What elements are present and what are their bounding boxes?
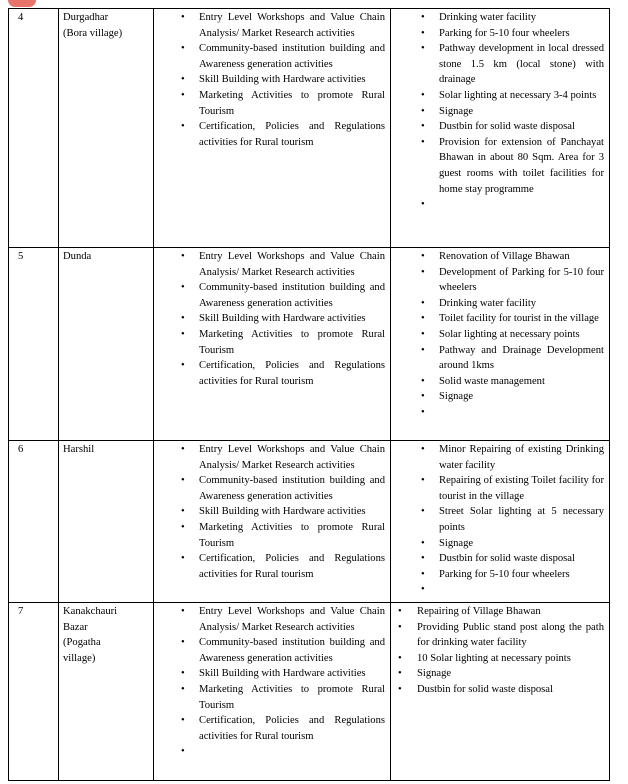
list-item: • Solar lighting at necessary points bbox=[394, 327, 606, 343]
table-row bbox=[9, 441, 610, 603]
empty-list-item bbox=[394, 405, 606, 421]
activities-cell bbox=[154, 441, 391, 603]
list-item: • Parking for 5-10 four wheelers bbox=[394, 26, 606, 42]
empty-list-item bbox=[394, 582, 606, 598]
list-item: • Development of Parking for 5-10 four wheelers bbox=[394, 265, 606, 296]
list-item: • Providing Public stand post along the path for drinking water facility bbox=[394, 620, 606, 651]
list-item: • Pathway and Drainage Development around 1kms bbox=[394, 343, 606, 374]
activities-cell bbox=[154, 603, 391, 781]
serial-number-cell: 7 bbox=[9, 603, 59, 781]
activities-list bbox=[157, 10, 387, 150]
list-item: • Entry Level Workshops and Value Chain Analysis/ Market Research activities bbox=[157, 442, 387, 473]
list-item: • Community-based institution building and Awareness generation activities bbox=[157, 41, 387, 72]
list-item: • Signage bbox=[394, 104, 606, 120]
list-item: • Dustbin for solid waste disposal bbox=[394, 119, 606, 135]
list-item: • Dustbin for solid waste disposal bbox=[394, 551, 606, 567]
village-name-cell bbox=[59, 248, 154, 441]
serial-number-cell: 5 bbox=[9, 248, 59, 441]
activities-cell bbox=[154, 9, 391, 248]
list-item: • Parking for 5-10 four wheelers bbox=[394, 567, 606, 583]
list-item: • Minor Repairing of existing Drinking water facility bbox=[394, 442, 606, 473]
table-row bbox=[9, 9, 610, 248]
list-item: • Marketing Activities to promote Rural Tourism bbox=[157, 88, 387, 119]
list-item: • Signage bbox=[394, 389, 606, 405]
list-item: • Signage bbox=[394, 666, 606, 682]
activities-cell bbox=[154, 248, 391, 441]
empty-list-item bbox=[157, 744, 387, 760]
infrastructure-cell bbox=[391, 603, 610, 781]
infrastructure-list bbox=[394, 604, 606, 698]
decorative-corner-mark bbox=[8, 0, 36, 7]
list-item: • 10 Solar lighting at necessary points bbox=[394, 651, 606, 667]
infrastructure-cell bbox=[391, 9, 610, 248]
list-item: • Repairing of existing Toilet facility for tourist in the village bbox=[394, 473, 606, 504]
list-item: • Community-based institution building and Awareness generation activities bbox=[157, 280, 387, 311]
list-item: • Certification, Policies and Regulations activities for Rural tourism bbox=[157, 713, 387, 744]
list-item: • Marketing Activities to promote Rural Tourism bbox=[157, 327, 387, 358]
serial-number-cell: 6 bbox=[9, 441, 59, 603]
list-item: • Dustbin for solid waste disposal bbox=[394, 682, 606, 698]
list-item: • Street Solar lighting at 5 necessary points bbox=[394, 504, 606, 535]
village-name-line: (Pogatha bbox=[63, 637, 101, 649]
list-item: • Skill Building with Hardware activities bbox=[157, 311, 387, 327]
activities-list bbox=[157, 604, 387, 760]
list-item: • Community-based institution building and Awareness generation activities bbox=[157, 473, 387, 504]
village-name-line: Kanakchauri bbox=[63, 606, 118, 617]
village-name-line: (Bora village) bbox=[63, 27, 123, 39]
serial-number-cell: 4 bbox=[9, 9, 59, 248]
village-name-line: Dunda bbox=[63, 251, 92, 262]
list-item: • Skill Building with Hardware activities bbox=[157, 504, 387, 520]
village-name-cell bbox=[59, 603, 154, 781]
list-item: • Renovation of Village Bhawan bbox=[394, 249, 606, 265]
list-item: • Drinking water facility bbox=[394, 10, 606, 26]
list-item: • Community-based institution building and Awareness generation activities bbox=[157, 635, 387, 666]
list-item: • Skill Building with Hardware activities bbox=[157, 72, 387, 88]
list-item: • Signage bbox=[394, 536, 606, 552]
list-item: • Entry Level Workshops and Value Chain Analysis/ Market Research activities bbox=[157, 249, 387, 280]
list-item: • Certification, Policies and Regulations activities for Rural tourism bbox=[157, 358, 387, 389]
activities-list bbox=[157, 442, 387, 582]
table-row bbox=[9, 603, 610, 781]
list-item: • Entry Level Workshops and Value Chain Analysis/ Market Research activities bbox=[157, 604, 387, 635]
list-item: • Marketing Activities to promote Rural Tourism bbox=[157, 520, 387, 551]
list-item: • Entry Level Workshops and Value Chain Analysis/ Market Research activities bbox=[157, 10, 387, 41]
list-item: • Solid waste management bbox=[394, 374, 606, 390]
village-name-line: Bazar bbox=[63, 621, 88, 633]
activities-list bbox=[157, 249, 387, 389]
empty-list-item bbox=[394, 197, 606, 213]
list-item: • Provision for extension of Panchayat Bhawan in about 80 Sqm. Area for 3 guest rooms with toilet facilities for home stay programme bbox=[394, 135, 606, 197]
list-item: • Repairing of Village Bhawan bbox=[394, 604, 606, 620]
village-name-cell bbox=[59, 9, 154, 248]
list-item: • Toilet facility for tourist in the village bbox=[394, 311, 606, 327]
infrastructure-list bbox=[394, 249, 606, 421]
village-name-line: Harshil bbox=[63, 444, 95, 455]
infrastructure-cell bbox=[391, 248, 610, 441]
list-item: • Solar lighting at necessary 3-4 points bbox=[394, 88, 606, 104]
infrastructure-list bbox=[394, 442, 606, 598]
village-activities-table bbox=[8, 8, 610, 781]
village-name-line: Durgadhar bbox=[63, 12, 109, 23]
infrastructure-list bbox=[394, 10, 606, 213]
list-item: • Certification, Policies and Regulations activities for Rural tourism bbox=[157, 551, 387, 582]
list-item: • Pathway development in local dressed stone 1.5 km (local stone) with drainage bbox=[394, 41, 606, 88]
village-name-cell bbox=[59, 441, 154, 603]
list-item: • Certification, Policies and Regulations activities for Rural tourism bbox=[157, 119, 387, 150]
village-name-line: village) bbox=[63, 652, 96, 664]
infrastructure-cell bbox=[391, 441, 610, 603]
list-item: • Skill Building with Hardware activities bbox=[157, 666, 387, 682]
list-item: • Drinking water facility bbox=[394, 296, 606, 312]
list-item: • Marketing Activities to promote Rural Tourism bbox=[157, 682, 387, 713]
table-row bbox=[9, 248, 610, 441]
